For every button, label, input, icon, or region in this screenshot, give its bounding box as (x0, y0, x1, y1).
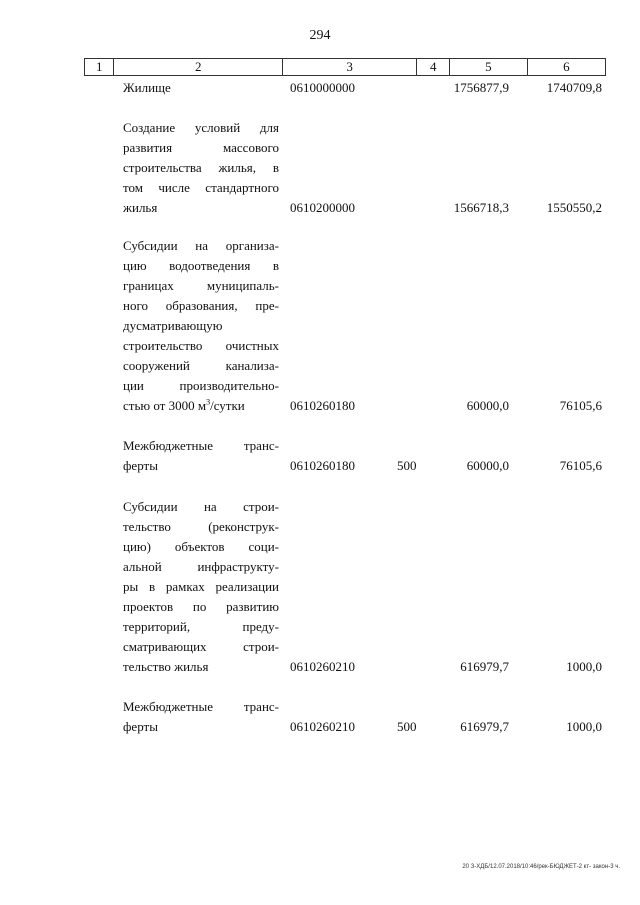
description-line: строительство очистных (123, 338, 279, 353)
description-line: ферты (123, 719, 158, 734)
description-line: строительства жилья, в (123, 160, 279, 175)
description-line: цию водоотведения в (123, 258, 279, 273)
column-header-2: 2 (114, 59, 283, 75)
description-line: сматривающих строи- (123, 639, 279, 654)
description-line: ры в рамках реализации (123, 579, 279, 594)
description-line: дусматривающую (123, 318, 223, 333)
row-value-col5: 616979,7 (460, 659, 509, 674)
row-code: 0610260180 (290, 458, 355, 473)
row-code: 0610260210 (290, 719, 355, 734)
description-line: Межбюджетные транс- (123, 438, 279, 453)
row-value-col6: 1740709,8 (546, 80, 602, 95)
description-line: Субсидии на организа- (123, 238, 279, 253)
column-header-4: 4 (417, 59, 450, 75)
row-description (123, 697, 279, 737)
description-line: Межбюджетные транс- (123, 699, 279, 714)
row-value-col5: 1566718,3 (453, 200, 509, 215)
row-value-col5: 60000,0 (466, 458, 509, 473)
row-value-col6: 1000,0 (566, 719, 602, 734)
row-code: 0610260210 (290, 659, 355, 674)
row-value-col5: 616979,7 (460, 719, 509, 734)
description-line: цию) объектов соци- (123, 539, 279, 554)
description-line: том числе стандартного (123, 180, 279, 195)
description-line: сооружений канализа- (123, 358, 279, 373)
description-line: проектов по развитию (123, 599, 279, 614)
description-text: стью от 3000 м (123, 398, 207, 413)
description-text: /сутки (210, 398, 245, 413)
row-description (123, 236, 279, 416)
column-header-row (84, 58, 606, 76)
page-number: 294 (309, 28, 331, 43)
column-header-6: 6 (563, 59, 570, 74)
row-section: 500 (397, 458, 417, 473)
description-line: границах муниципаль- (123, 278, 279, 293)
row-description (123, 436, 279, 476)
superscript-3: 3 (206, 397, 211, 407)
description-line: тельство (реконструк- (123, 519, 279, 534)
description-line: ферты (123, 458, 158, 473)
description-line: тельство жилья (123, 659, 209, 674)
description-line: Жилище (123, 80, 171, 95)
description-line (123, 396, 279, 416)
row-description (123, 118, 279, 218)
description-line: развития массового (123, 140, 279, 155)
row-value-col6: 1000,0 (566, 659, 602, 674)
description-line: ного образования, пре- (123, 298, 279, 313)
row-value-col5: 60000,0 (466, 398, 509, 413)
row-code: 0610260180 (290, 398, 355, 413)
description-line: жилья (123, 200, 158, 215)
column-header-1: 1 (85, 59, 114, 75)
column-header-5: 5 (450, 59, 528, 75)
description-line: Субсидии на строи- (123, 499, 279, 514)
row-description (123, 497, 279, 677)
row-value-col6: 1550550,2 (546, 200, 602, 215)
row-value-col6: 76105,6 (559, 398, 602, 413)
row-value-col5: 1756877,9 (453, 80, 509, 95)
description-line: территорий, преду- (123, 619, 279, 634)
column-header-3: 3 (283, 59, 417, 75)
description-line: Создание условий для (123, 120, 279, 135)
description-line: альной инфраструкту- (123, 559, 279, 574)
row-code: 0610000000 (290, 80, 355, 95)
row-section: 500 (397, 719, 417, 734)
row-description (123, 78, 279, 98)
row-value-col6: 76105,6 (559, 458, 602, 473)
footer-document-id: 20 З-ХДБ/12.07.2018/10:46/рек-БЮДЖЕТ-2 кт- закон-3 ч. (462, 864, 620, 870)
row-code: 0610200000 (290, 200, 355, 215)
description-line: ции производительно- (123, 378, 279, 393)
